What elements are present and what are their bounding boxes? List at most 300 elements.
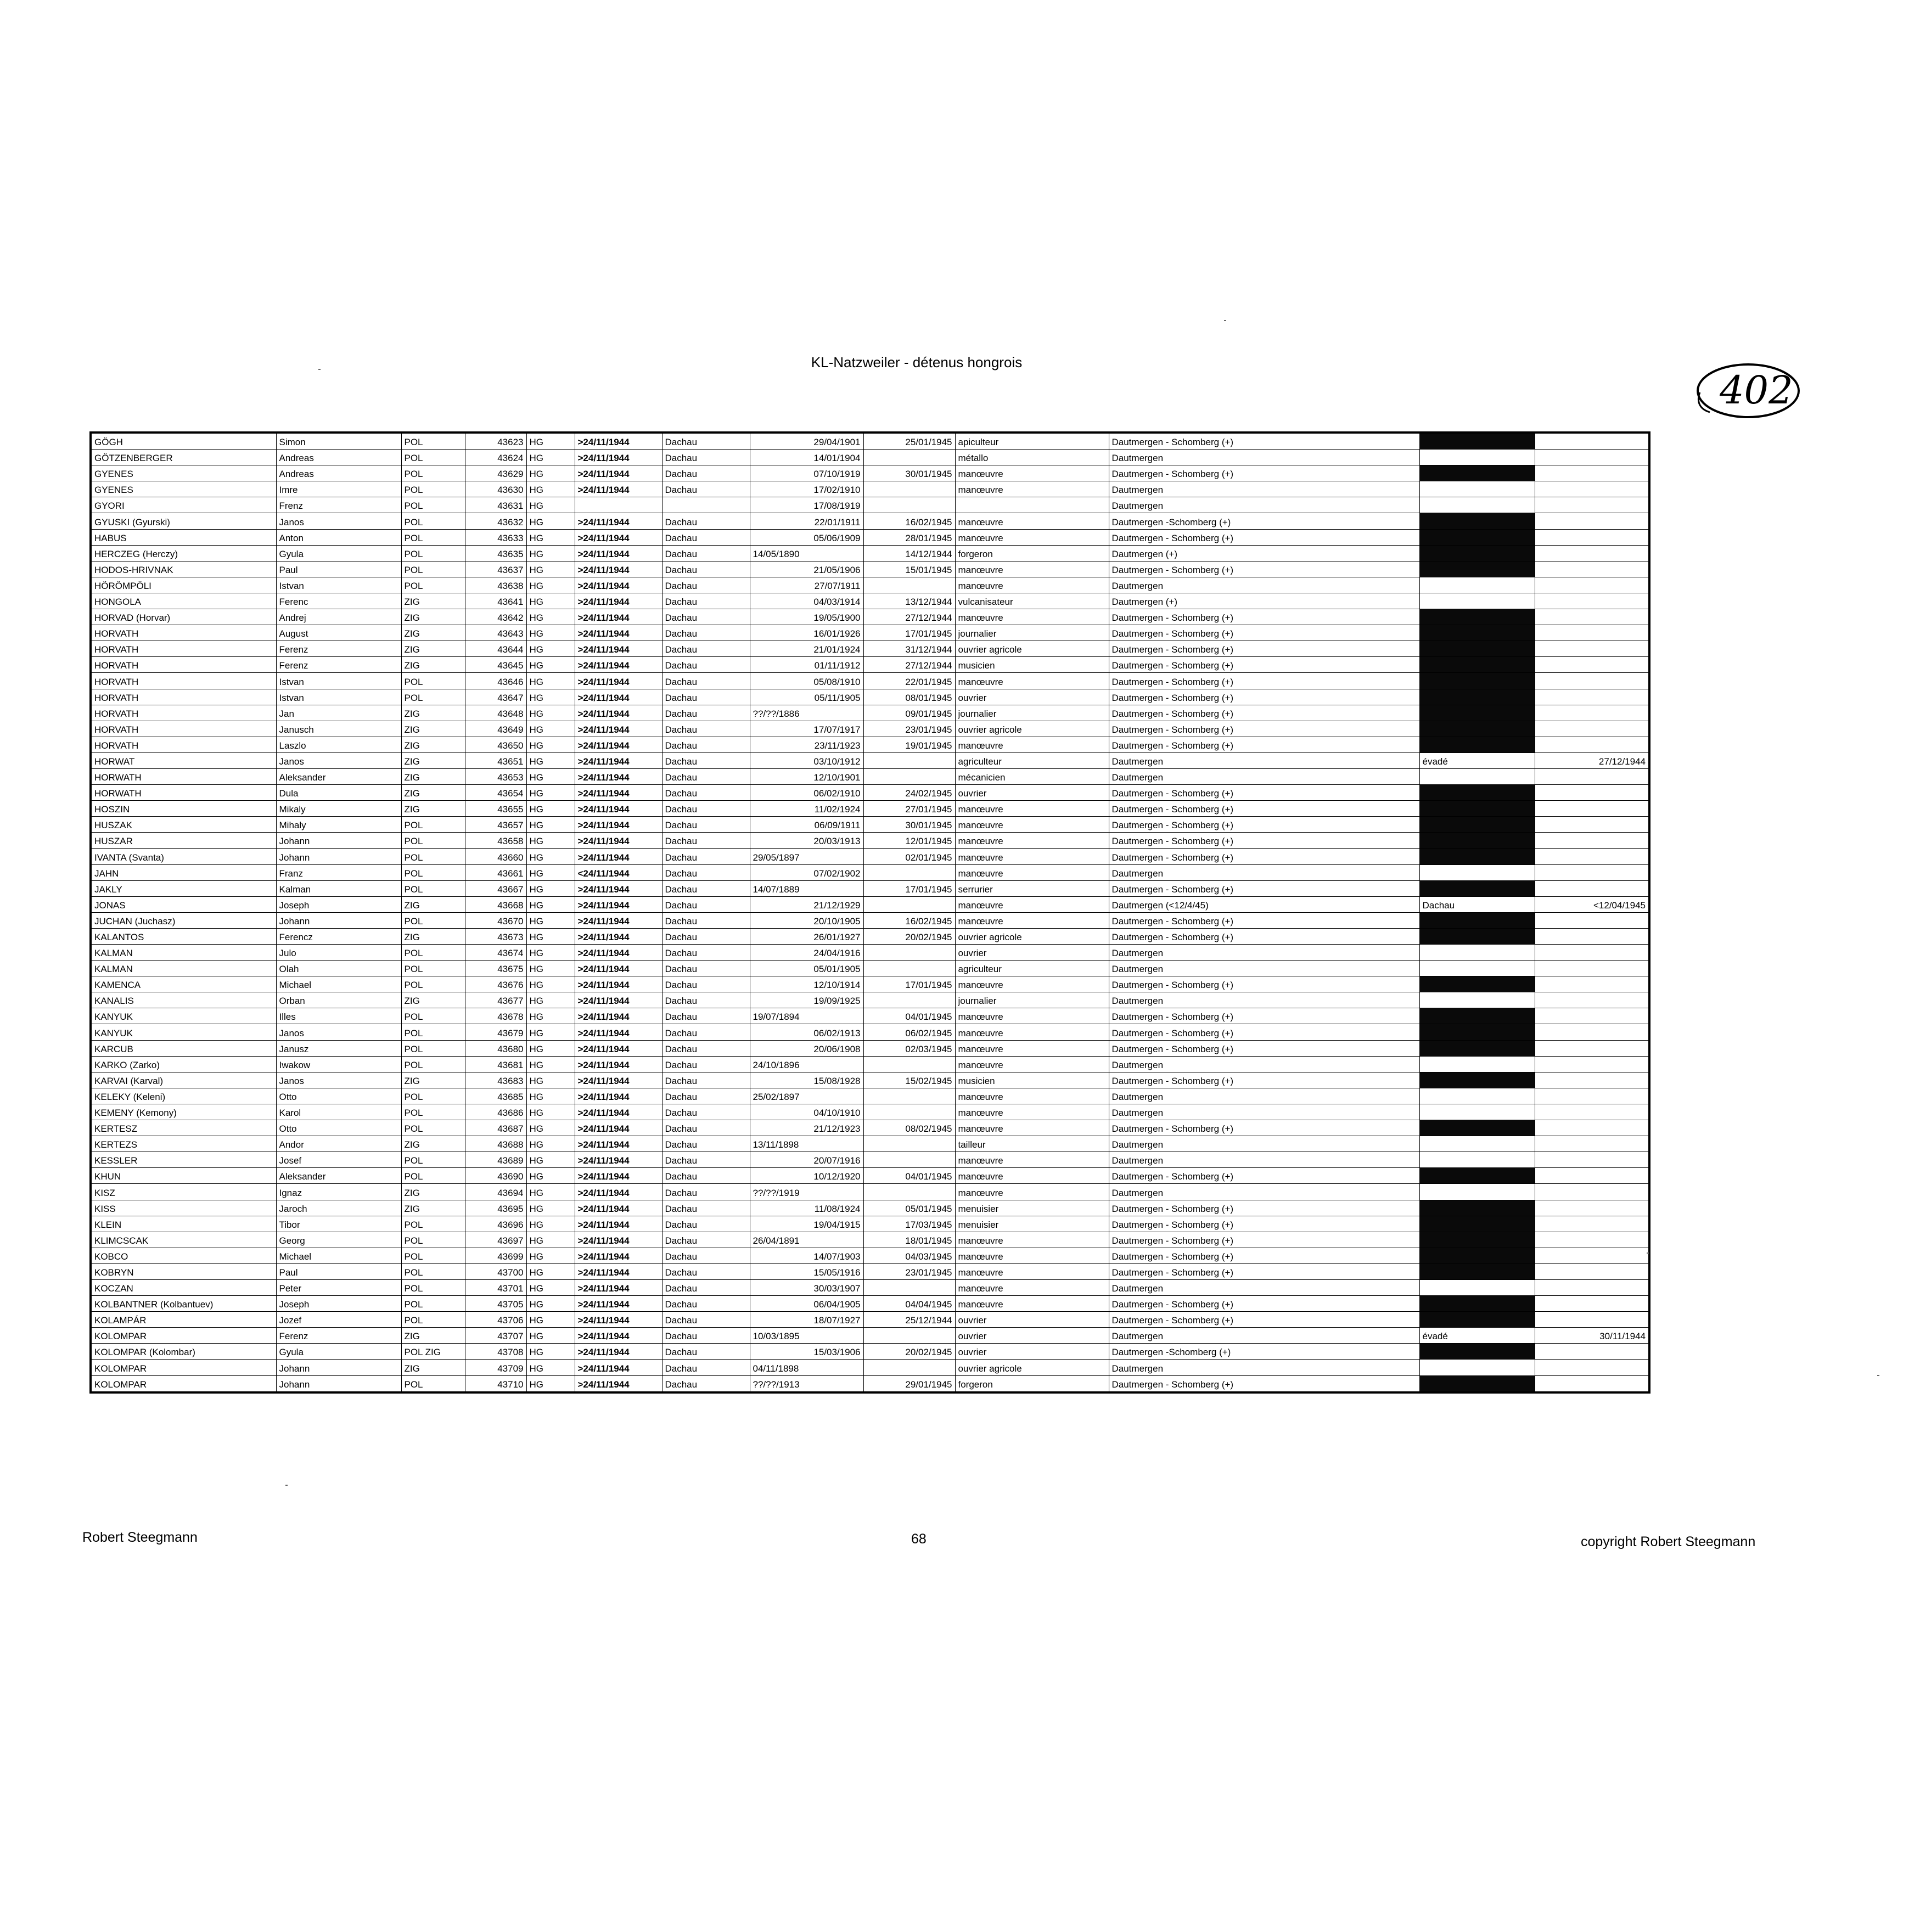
nationality-cell: HG	[526, 529, 575, 545]
occupation-cell: manœuvre	[955, 529, 1109, 545]
redacted-cell	[1419, 817, 1535, 833]
first-name-cell: Otto	[276, 1120, 401, 1136]
first-name-cell: Josef	[276, 1152, 401, 1168]
redacted-cell	[1419, 721, 1535, 737]
nationality-cell: HG	[526, 513, 575, 529]
arrival-date-cell: >24/11/1944	[575, 1232, 662, 1248]
prisoner-name-cell: GYENES	[91, 465, 276, 481]
nationality-cell: HG	[526, 1040, 575, 1056]
destination-cell: Dautmergen	[1109, 497, 1419, 513]
redacted-cell	[1419, 801, 1535, 817]
prisoner-number-cell: 43641	[465, 593, 526, 609]
note-date-cell	[1535, 928, 1649, 944]
origin-camp-cell	[662, 497, 750, 513]
prisoner-name-cell: JONAS	[91, 896, 276, 912]
table-row	[91, 864, 1649, 880]
arrival-date-cell: >24/11/1944	[575, 880, 662, 896]
origin-camp-cell: Dachau	[662, 896, 750, 912]
note-date-cell	[1535, 450, 1649, 465]
birth-date-cell: 18/07/1927	[750, 1312, 863, 1328]
table-row	[91, 768, 1649, 784]
nationality-cell: HG	[526, 1312, 575, 1328]
origin-camp-cell: Dachau	[662, 673, 750, 689]
arrival-date-cell: >24/11/1944	[575, 1312, 662, 1328]
origin-camp-cell: Dachau	[662, 992, 750, 1008]
death-date-cell: 16/02/1945	[863, 912, 955, 928]
prisoner-name-cell: KANALIS	[91, 992, 276, 1008]
redacted-cell	[1419, 1008, 1535, 1024]
arrival-date-cell: >24/11/1944	[575, 1263, 662, 1279]
first-name-cell: Janusch	[276, 721, 401, 737]
category-cell: POL	[401, 1312, 465, 1328]
prisoner-name-cell: GYUSKI (Gyurski)	[91, 513, 276, 529]
destination-cell: Dautmergen	[1109, 1328, 1419, 1344]
first-name-cell: Joseph	[276, 896, 401, 912]
occupation-cell: manœuvre	[955, 1056, 1109, 1072]
note-date-cell	[1535, 1296, 1649, 1312]
first-name-cell: Ferencz	[276, 928, 401, 944]
origin-camp-cell: Dachau	[662, 1279, 750, 1295]
category-cell: POL	[401, 545, 465, 561]
occupation-cell: ouvrier agricole	[955, 1360, 1109, 1375]
prisoner-number-cell: 43676	[465, 976, 526, 992]
first-name-cell: Olah	[276, 961, 401, 976]
origin-camp-cell: Dachau	[662, 801, 750, 817]
prisoner-name-cell: KERTESZ	[91, 1120, 276, 1136]
redacted-cell	[1419, 545, 1535, 561]
category-cell: ZIG	[401, 992, 465, 1008]
arrival-date-cell: >24/11/1944	[575, 689, 662, 705]
first-name-cell: Gyula	[276, 545, 401, 561]
origin-camp-cell: Dachau	[662, 1184, 750, 1200]
category-cell: ZIG	[401, 641, 465, 657]
arrival-date-cell: >24/11/1944	[575, 465, 662, 481]
birth-date-cell: 01/11/1912	[750, 657, 863, 673]
occupation-cell: manœuvre	[955, 1152, 1109, 1168]
occupation-cell: manœuvre	[955, 561, 1109, 577]
birth-date-cell: 21/12/1923	[750, 1120, 863, 1136]
destination-cell: Dautmergen - Schomberg (+)	[1109, 657, 1419, 673]
destination-cell: Dautmergen	[1109, 481, 1419, 497]
table-row	[91, 577, 1649, 593]
prisoner-name-cell: KANYUK	[91, 1024, 276, 1040]
note-date-cell: <12/04/1945	[1535, 896, 1649, 912]
arrival-date-cell: >24/11/1944	[575, 1184, 662, 1200]
birth-date-cell: 04/11/1898	[750, 1360, 863, 1375]
prisoner-name-cell: JAKLY	[91, 880, 276, 896]
origin-camp-cell: Dachau	[662, 752, 750, 768]
occupation-cell: agriculteur	[955, 752, 1109, 768]
destination-cell: Dautmergen - Schomberg (+)	[1109, 705, 1419, 721]
occupation-cell: ouvrier agricole	[955, 721, 1109, 737]
occupation-cell: manœuvre	[955, 849, 1109, 864]
arrival-date-cell: >24/11/1944	[575, 1056, 662, 1072]
note-date-cell	[1535, 1040, 1649, 1056]
table-row	[91, 1263, 1649, 1279]
origin-camp-cell: Dachau	[662, 1056, 750, 1072]
table-row	[91, 497, 1649, 513]
note-cell	[1419, 1104, 1535, 1120]
birth-date-cell: 03/10/1912	[750, 752, 863, 768]
origin-camp-cell: Dachau	[662, 864, 750, 880]
occupation-cell: manœuvre	[955, 976, 1109, 992]
note-date-cell	[1535, 1088, 1649, 1104]
origin-camp-cell: Dachau	[662, 609, 750, 625]
nationality-cell: HG	[526, 673, 575, 689]
table-row	[91, 1104, 1649, 1120]
arrival-date-cell: >24/11/1944	[575, 1152, 662, 1168]
nationality-cell: HG	[526, 1008, 575, 1024]
death-date-cell	[863, 752, 955, 768]
table-row	[91, 1008, 1649, 1024]
footer-author: Robert Steegmann	[82, 1530, 198, 1545]
prisoner-number-cell: 43631	[465, 497, 526, 513]
footer-page-number: 68	[911, 1531, 927, 1547]
origin-camp-cell: Dachau	[662, 561, 750, 577]
arrival-date-cell	[575, 497, 662, 513]
note-cell: Dachau	[1419, 896, 1535, 912]
first-name-cell: Orban	[276, 992, 401, 1008]
table-row	[91, 450, 1649, 465]
redacted-cell	[1419, 689, 1535, 705]
occupation-cell: manœuvre	[955, 1104, 1109, 1120]
table-row	[91, 976, 1649, 992]
death-date-cell	[863, 896, 955, 912]
first-name-cell: Georg	[276, 1232, 401, 1248]
category-cell: POL	[401, 1296, 465, 1312]
first-name-cell: Karol	[276, 1104, 401, 1120]
birth-date-cell: 21/01/1924	[750, 641, 863, 657]
nationality-cell: HG	[526, 577, 575, 593]
death-date-cell: 30/01/1945	[863, 817, 955, 833]
occupation-cell: apiculteur	[955, 433, 1109, 450]
origin-camp-cell: Dachau	[662, 1200, 750, 1216]
origin-camp-cell: Dachau	[662, 1088, 750, 1104]
note-date-cell	[1535, 864, 1649, 880]
prisoner-name-cell: KLEIN	[91, 1216, 276, 1232]
prisoner-name-cell: KOLOMPAR	[91, 1360, 276, 1375]
prisoner-number-cell: 43699	[465, 1248, 526, 1263]
origin-camp-cell: Dachau	[662, 1216, 750, 1232]
prisoner-number-cell: 43709	[465, 1360, 526, 1375]
birth-date-cell: 16/01/1926	[750, 625, 863, 641]
first-name-cell: Mihaly	[276, 817, 401, 833]
birth-date-cell: 05/01/1905	[750, 961, 863, 976]
death-date-cell	[863, 945, 955, 961]
table-row	[91, 1328, 1649, 1344]
table-row	[91, 625, 1649, 641]
origin-camp-cell: Dachau	[662, 1232, 750, 1248]
note-cell	[1419, 577, 1535, 593]
destination-cell: Dautmergen -Schomberg (+)	[1109, 513, 1419, 529]
birth-date-cell: 20/07/1916	[750, 1152, 863, 1168]
arrival-date-cell: >24/11/1944	[575, 1088, 662, 1104]
table-row	[91, 833, 1649, 849]
arrival-date-cell: >24/11/1944	[575, 1344, 662, 1360]
prisoner-number-cell: 43660	[465, 849, 526, 864]
death-date-cell: 19/01/1945	[863, 737, 955, 752]
death-date-cell: 22/01/1945	[863, 673, 955, 689]
prisoner-name-cell: HORVATH	[91, 625, 276, 641]
table-row	[91, 1360, 1649, 1375]
prisoner-name-cell: KEMENY (Kemony)	[91, 1104, 276, 1120]
prisoner-name-cell: HABUS	[91, 529, 276, 545]
category-cell: POL ZIG	[401, 1344, 465, 1360]
prisoner-number-cell: 43685	[465, 1088, 526, 1104]
death-date-cell: 20/02/1945	[863, 928, 955, 944]
table-row	[91, 1248, 1649, 1263]
category-cell: ZIG	[401, 896, 465, 912]
death-date-cell: 02/01/1945	[863, 849, 955, 864]
prisoner-name-cell: HONGOLA	[91, 593, 276, 609]
scan-speck	[1647, 1253, 1649, 1254]
first-name-cell: Janos	[276, 513, 401, 529]
prisoner-name-cell: KALANTOS	[91, 928, 276, 944]
note-cell	[1419, 1279, 1535, 1295]
note-cell	[1419, 1152, 1535, 1168]
destination-cell: Dautmergen - Schomberg (+)	[1109, 1168, 1419, 1184]
note-date-cell	[1535, 481, 1649, 497]
redacted-cell	[1419, 833, 1535, 849]
nationality-cell: HG	[526, 593, 575, 609]
birth-date-cell: 07/02/1902	[750, 864, 863, 880]
table-row	[91, 609, 1649, 625]
origin-camp-cell: Dachau	[662, 1104, 750, 1120]
prisoner-name-cell: KALMAN	[91, 961, 276, 976]
arrival-date-cell: >24/11/1944	[575, 545, 662, 561]
category-cell: POL	[401, 1279, 465, 1295]
birth-date-cell: 06/04/1905	[750, 1296, 863, 1312]
category-cell: POL	[401, 1104, 465, 1120]
death-date-cell: 20/02/1945	[863, 1344, 955, 1360]
prisoner-name-cell: IVANTA (Svanta)	[91, 849, 276, 864]
note-date-cell	[1535, 625, 1649, 641]
destination-cell: Dautmergen - Schomberg (+)	[1109, 849, 1419, 864]
arrival-date-cell: >24/11/1944	[575, 450, 662, 465]
prisoner-number-cell: 43630	[465, 481, 526, 497]
note-date-cell	[1535, 705, 1649, 721]
origin-camp-cell: Dachau	[662, 1136, 750, 1152]
birth-date-cell: 17/07/1917	[750, 721, 863, 737]
redacted-cell	[1419, 928, 1535, 944]
table-row	[91, 1312, 1649, 1328]
first-name-cell: Janos	[276, 752, 401, 768]
origin-camp-cell: Dachau	[662, 961, 750, 976]
first-name-cell: Otto	[276, 1088, 401, 1104]
death-date-cell	[863, 1056, 955, 1072]
birth-date-cell: ??/??/1913	[750, 1375, 863, 1392]
category-cell: POL	[401, 561, 465, 577]
prisoner-number-cell: 43668	[465, 896, 526, 912]
prisoner-number-cell: 43678	[465, 1008, 526, 1024]
prisoner-name-cell: HORVAD (Horvar)	[91, 609, 276, 625]
origin-camp-cell: Dachau	[662, 657, 750, 673]
prisoner-number-cell: 43645	[465, 657, 526, 673]
note-date-cell	[1535, 529, 1649, 545]
birth-date-cell: 05/11/1905	[750, 689, 863, 705]
handwritten-page-number	[1693, 360, 1803, 423]
origin-camp-cell: Dachau	[662, 1072, 750, 1088]
destination-cell: Dautmergen	[1109, 577, 1419, 593]
prisoner-name-cell: JAHN	[91, 864, 276, 880]
arrival-date-cell: <24/11/1944	[575, 864, 662, 880]
table-row	[91, 689, 1649, 705]
redacted-cell	[1419, 625, 1535, 641]
category-cell: POL	[401, 577, 465, 593]
occupation-cell: vulcanisateur	[955, 593, 1109, 609]
occupation-cell: ouvrier agricole	[955, 928, 1109, 944]
occupation-cell: manœuvre	[955, 673, 1109, 689]
arrival-date-cell: >24/11/1944	[575, 705, 662, 721]
prisoner-name-cell: HORVATH	[91, 721, 276, 737]
table-row	[91, 945, 1649, 961]
birth-date-cell: 11/02/1924	[750, 801, 863, 817]
origin-camp-cell: Dachau	[662, 817, 750, 833]
prisoner-name-cell: HERCZEG (Herczy)	[91, 545, 276, 561]
category-cell: ZIG	[401, 705, 465, 721]
note-date-cell	[1535, 497, 1649, 513]
arrival-date-cell: >24/11/1944	[575, 1008, 662, 1024]
birth-date-cell: 20/10/1905	[750, 912, 863, 928]
category-cell: POL	[401, 833, 465, 849]
origin-camp-cell: Dachau	[662, 849, 750, 864]
category-cell: POL	[401, 1168, 465, 1184]
nationality-cell: HG	[526, 609, 575, 625]
scan-speck	[285, 1485, 288, 1486]
birth-date-cell: 14/07/1889	[750, 880, 863, 896]
destination-cell: Dautmergen - Schomberg (+)	[1109, 625, 1419, 641]
nationality-cell: HG	[526, 561, 575, 577]
note-date-cell	[1535, 1120, 1649, 1136]
category-cell: POL	[401, 689, 465, 705]
birth-date-cell: 29/04/1901	[750, 433, 863, 450]
nationality-cell: HG	[526, 833, 575, 849]
arrival-date-cell: >24/11/1944	[575, 976, 662, 992]
category-cell: ZIG	[401, 928, 465, 944]
redacted-cell	[1419, 1040, 1535, 1056]
occupation-cell: manœuvre	[955, 1279, 1109, 1295]
birth-date-cell: 07/10/1919	[750, 465, 863, 481]
note-date-cell	[1535, 849, 1649, 864]
note-date-cell	[1535, 1152, 1649, 1168]
redacted-cell	[1419, 513, 1535, 529]
death-date-cell: 13/12/1944	[863, 593, 955, 609]
note-date-cell	[1535, 433, 1649, 450]
origin-camp-cell: Dachau	[662, 1120, 750, 1136]
first-name-cell: Frenz	[276, 497, 401, 513]
arrival-date-cell: >24/11/1944	[575, 673, 662, 689]
note-date-cell	[1535, 817, 1649, 833]
destination-cell: Dautmergen (+)	[1109, 545, 1419, 561]
prisoner-number-cell: 43661	[465, 864, 526, 880]
death-date-cell: 17/01/1945	[863, 880, 955, 896]
origin-camp-cell: Dachau	[662, 577, 750, 593]
note-date-cell	[1535, 1232, 1649, 1248]
table-row	[91, 880, 1649, 896]
death-date-cell: 14/12/1944	[863, 545, 955, 561]
nationality-cell: HG	[526, 1200, 575, 1216]
note-date-cell	[1535, 1024, 1649, 1040]
category-cell: ZIG	[401, 625, 465, 641]
occupation-cell: manœuvre	[955, 609, 1109, 625]
table-row	[91, 912, 1649, 928]
destination-cell: Dautmergen - Schomberg (+)	[1109, 609, 1419, 625]
prisoner-name-cell: KESSLER	[91, 1152, 276, 1168]
arrival-date-cell: >24/11/1944	[575, 593, 662, 609]
birth-date-cell: 10/12/1920	[750, 1168, 863, 1184]
nationality-cell: HG	[526, 1056, 575, 1072]
category-cell: POL	[401, 1263, 465, 1279]
prisoner-name-cell: GYENES	[91, 481, 276, 497]
prisoner-number-cell: 43701	[465, 1279, 526, 1295]
birth-date-cell: 21/05/1906	[750, 561, 863, 577]
nationality-cell: HG	[526, 1024, 575, 1040]
occupation-cell: forgeron	[955, 545, 1109, 561]
table-row	[91, 1120, 1649, 1136]
nationality-cell: HG	[526, 849, 575, 864]
occupation-cell: manœuvre	[955, 1296, 1109, 1312]
note-cell	[1419, 992, 1535, 1008]
occupation-cell: manœuvre	[955, 737, 1109, 752]
prisoner-number-cell: 43623	[465, 433, 526, 450]
redacted-cell	[1419, 1120, 1535, 1136]
note-date-cell	[1535, 880, 1649, 896]
redacted-cell	[1419, 737, 1535, 752]
origin-camp-cell: Dachau	[662, 465, 750, 481]
death-date-cell: 12/01/1945	[863, 833, 955, 849]
redacted-cell	[1419, 433, 1535, 450]
arrival-date-cell: >24/11/1944	[575, 817, 662, 833]
prisoner-number-cell: 43690	[465, 1168, 526, 1184]
prisoner-name-cell: KARKO (Zarko)	[91, 1056, 276, 1072]
destination-cell: Dautmergen - Schomberg (+)	[1109, 1216, 1419, 1232]
category-cell: ZIG	[401, 609, 465, 625]
prisoner-number-cell: 43657	[465, 817, 526, 833]
arrival-date-cell: >24/11/1944	[575, 1375, 662, 1392]
page-title: KL-Natzweiler - détenus hongrois	[811, 354, 1023, 370]
redacted-cell	[1419, 1232, 1535, 1248]
death-date-cell	[863, 768, 955, 784]
occupation-cell: manœuvre	[955, 833, 1109, 849]
arrival-date-cell: >24/11/1944	[575, 529, 662, 545]
redacted-cell	[1419, 561, 1535, 577]
first-name-cell: Istvan	[276, 673, 401, 689]
note-date-cell	[1535, 801, 1649, 817]
birth-date-cell: 06/02/1910	[750, 785, 863, 801]
arrival-date-cell: >24/11/1944	[575, 1296, 662, 1312]
occupation-cell: manœuvre	[955, 1024, 1109, 1040]
origin-camp-cell: Dachau	[662, 785, 750, 801]
table-row	[91, 928, 1649, 944]
table-row	[91, 641, 1649, 657]
table-row	[91, 1375, 1649, 1392]
nationality-cell: HG	[526, 1104, 575, 1120]
nationality-cell: HG	[526, 481, 575, 497]
origin-camp-cell: Dachau	[662, 1344, 750, 1360]
first-name-cell: Paul	[276, 561, 401, 577]
prisoner-number-cell: 43695	[465, 1200, 526, 1216]
note-date-cell	[1535, 1344, 1649, 1360]
first-name-cell: Julo	[276, 945, 401, 961]
note-cell	[1419, 1088, 1535, 1104]
first-name-cell: Ignaz	[276, 1184, 401, 1200]
death-date-cell: 30/01/1945	[863, 465, 955, 481]
prisoner-name-cell: HORVATH	[91, 689, 276, 705]
prisoner-number-cell: 43673	[465, 928, 526, 944]
table-row	[91, 1152, 1649, 1168]
occupation-cell: manœuvre	[955, 896, 1109, 912]
note-date-cell	[1535, 1248, 1649, 1263]
